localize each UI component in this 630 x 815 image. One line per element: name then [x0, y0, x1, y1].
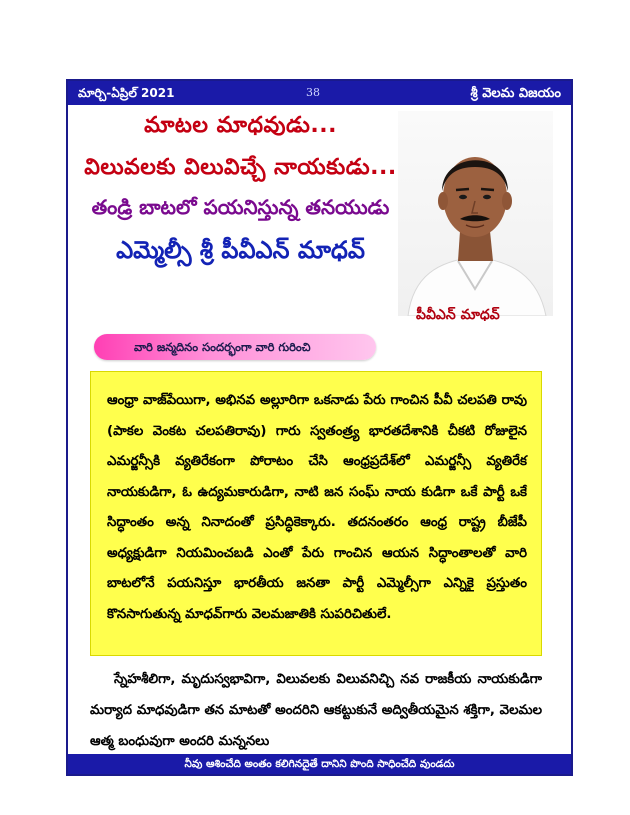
page-number: 38	[306, 86, 320, 99]
footer-bar: నీవు ఆశించేది అంతం కలిగినదైతే దానిని పొంది సాధించేది వుండదు	[68, 754, 571, 774]
headline-line-3: తండ్రి బాటలో పయనిస్తున్న తనయుడు	[91, 195, 390, 219]
headline-line-2: విలువలకు విలువిచ్చే నాయకుడు...	[84, 155, 397, 180]
article-paragraph-2: స్నేహశీలిగా, మృదుస్వభావిగా, విలువలకు విలువనిచ్చి నవ రాజకీయ నాయకుడిగా మర్యాద మాధవుడిగా తన మాటతో అందరిని ఆకట్టుకునే అద్వితీయమైన శక్తిగా, వెలమల ఆత్మ బంధువుగా అందరి మన్ననలు	[90, 672, 542, 749]
highlight-box	[90, 371, 542, 656]
portrait-photo	[398, 111, 553, 323]
magazine-name: శ్రీ వెలమ విజయం	[470, 86, 561, 101]
portrait-illustration	[398, 111, 553, 316]
magazine-page	[66, 79, 573, 776]
birthday-banner: వారి జన్మదినం సందర్భంగా వారి గురించి	[94, 334, 376, 360]
issue-date: మార్చి-ఏప్రిల్ 2021	[78, 86, 175, 100]
photo-caption: పీవీఎన్ మాధవ్	[416, 307, 500, 323]
headline-line-1: మాటల మాధవుడు...	[144, 113, 337, 138]
article-paragraph-1: ఆంధ్రా వాజ్‌పేయిగా, అభినవ అల్లూరిగా ఒకనాడు పేరు గాంచిన పీవీ చలపతి రావు (పాకల వెంకట చలపతిరావు) గారు స్వతంత్ర్య భారతదేశానికి చీకటి రోజులైన ఎమర్జన్సీకి వ్యతిరేకంగా పోరాటం చేసి ఆంధ్రప్రదేశ్‌లో ఎమర్జన్సీ వ్యతిరేక నాయకుడిగా, ఓ ఉద్యమకారుడిగా, నాటి జన సంఘ్ నాయ కుడిగా ఒకే పార్టీ ఒకే సిద్ధాంతం అన్న నినాదంతో ప్రసిద్ధికెక్కారు. తదనంతరం ఆంధ్ర రాష్ట్ర బీజేపీ అధ్యక్షుడిగా నియమించబడి ఎంతో పేరు గాంచిన ఆయన సిద్ధాంతాలతో వారి బాటలోనే పయనిస్తూ భారతీయ జనతా పార్టీ ఎమ్మెల్సీగా ఎన్నికై ప్రస్తుతం కొనసాగుతున్న మాధవ్‌గారు వెలమజాతికి సుపరిచితులే.	[107, 393, 527, 622]
header-bar	[68, 81, 571, 105]
article-headline	[68, 113, 413, 270]
headline-line-4: ఎమ్మెల్సీ శ్రీ పీవీఎన్ మాధవ్	[116, 236, 365, 264]
